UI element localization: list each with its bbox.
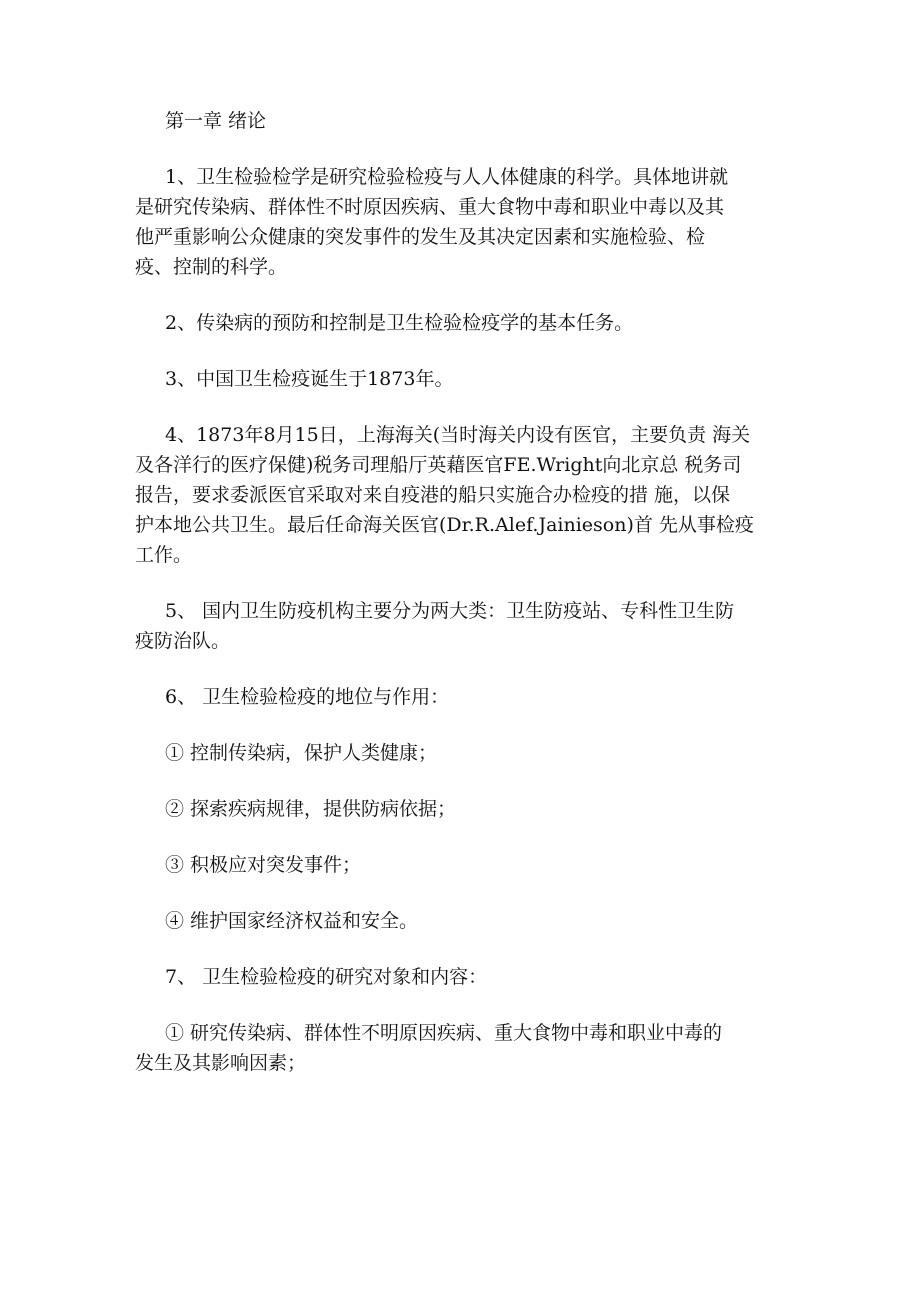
paragraph-7 bbox=[135, 962, 785, 992]
chapter-title: 第一章 绪论 bbox=[165, 110, 267, 132]
list-item bbox=[135, 794, 785, 824]
paragraph-5 bbox=[135, 596, 785, 656]
paragraph-3 bbox=[135, 364, 785, 394]
paragraph-4 bbox=[135, 420, 785, 570]
list-item-text: ① 研究传染病、群体性不明原因疾病、重大食物中毒和职业中毒的 bbox=[165, 1022, 723, 1044]
list-item-text: ① 控制传染病，保护人类健康； bbox=[165, 742, 438, 764]
paragraph-line: 5、 国内卫生防疫机构主要分为两大类：卫生防疫站、专科性卫生防 bbox=[165, 600, 735, 622]
list-item bbox=[135, 906, 785, 936]
list-item-text: ③ 积极应对突发事件； bbox=[165, 854, 362, 876]
list-item-text: ② 探索疾病规律，提供防病依据； bbox=[165, 798, 457, 820]
list-item bbox=[135, 738, 785, 768]
paragraph-line: 3、中国卫生检疫诞生于1873年。 bbox=[165, 368, 454, 390]
paragraph-line: 是研究传染病、群体性不时原因疾病、重大食物中毒和职业中毒以及其 bbox=[135, 196, 725, 218]
paragraph-line: 工作。 bbox=[135, 544, 193, 566]
list-item bbox=[135, 1018, 785, 1078]
paragraph-line: 疫防治队。 bbox=[135, 630, 231, 652]
list-item bbox=[135, 850, 785, 880]
paragraph-line: 他严重影响公众健康的突发事件的发生及其决定因素和实施检验、检 bbox=[135, 226, 706, 248]
paragraph-line: 6、 卫生检验检疫的地位与作用： bbox=[165, 686, 450, 708]
paragraph-line: 报告，要求委派医官采取对来自疫港的船只实施合办检疫的措 施，以保 bbox=[135, 484, 731, 506]
paragraph-6 bbox=[135, 682, 785, 712]
paragraph-line: 2、传染病的预防和控制是卫生检验检疫学的基本任务。 bbox=[165, 312, 634, 334]
document-body bbox=[135, 106, 785, 1078]
paragraph-line: 1、卫生检验检学是研究检验检疫与人人体健康的科学。具体地讲就 bbox=[165, 166, 729, 188]
paragraph-2 bbox=[135, 308, 785, 338]
paragraph-line: 及各洋行的医疗保健)税务司理船厅英藉医官FE.Wright向北京总 税务司 bbox=[135, 454, 742, 476]
paragraph-line: 4、1873年8月15日，上海海关(当时海关内设有医官，主要负责 海关 bbox=[165, 424, 751, 446]
paragraph-1 bbox=[135, 162, 785, 282]
paragraph-line: 疫、控制的科学。 bbox=[135, 256, 288, 278]
paragraph-line: 7、 卫生检验检疫的研究对象和内容： bbox=[165, 966, 488, 988]
list-item-text: ④ 维护国家经济权益和安全。 bbox=[165, 910, 419, 932]
paragraph-line: 护本地公共卫生。最后任命海关医官(Dr.R.Alef.Jainieson)首 先从事检疫 bbox=[135, 514, 754, 536]
list-item-text: 发生及其影响因素； bbox=[135, 1052, 307, 1074]
